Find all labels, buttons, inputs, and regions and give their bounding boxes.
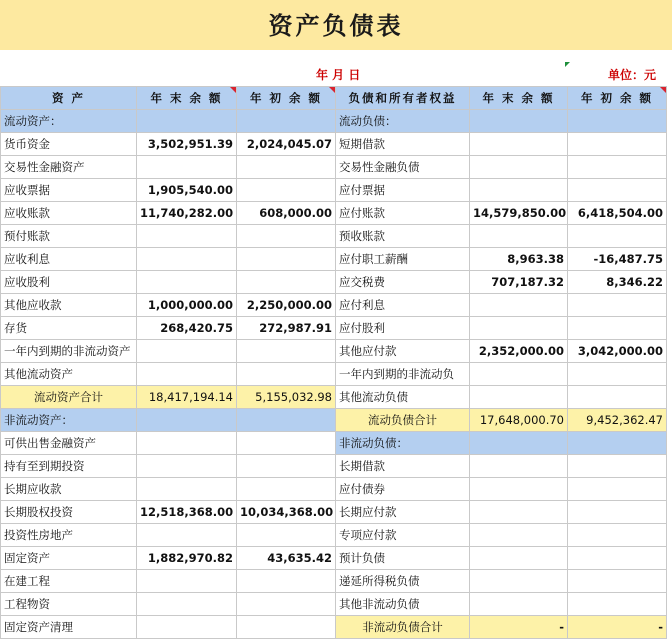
table-row: [1, 317, 667, 340]
table-row: [1, 340, 667, 363]
table-cell[interactable]: 应收账款: [1, 202, 137, 225]
comment-marker-icon: [329, 87, 335, 93]
table-cell[interactable]: [568, 432, 667, 455]
table-row: [1, 294, 667, 317]
table-row: [1, 616, 667, 639]
date-label: 年 月 日: [316, 68, 361, 82]
table-cell[interactable]: [237, 110, 336, 133]
table-cell[interactable]: 预收账款: [336, 225, 470, 248]
table-cell[interactable]: [137, 363, 237, 386]
table-row: [1, 478, 667, 501]
table-row: [1, 248, 667, 271]
table-cell[interactable]: [237, 570, 336, 593]
table-cell[interactable]: 2,250,000.00: [237, 294, 336, 317]
table-cell[interactable]: [237, 156, 336, 179]
table-cell[interactable]: 长期应收款: [1, 478, 137, 501]
table-cell[interactable]: 应收股利: [1, 271, 137, 294]
table-cell[interactable]: 2,352,000.00: [470, 340, 568, 363]
table-cell[interactable]: 3,042,000.00: [568, 340, 667, 363]
table-cell[interactable]: [470, 524, 568, 547]
table-cell[interactable]: [137, 225, 237, 248]
table-cell[interactable]: 在建工程: [1, 570, 137, 593]
table-cell[interactable]: 9,452,362.47: [568, 409, 667, 432]
header-cell[interactable]: 年 初 余 额: [568, 87, 667, 110]
table-row: [1, 432, 667, 455]
table-row: [1, 409, 667, 432]
table-cell[interactable]: -: [470, 616, 568, 639]
table-row: [1, 156, 667, 179]
header-row: [1, 87, 667, 110]
sheet-title-bar: [0, 0, 672, 50]
header-cell[interactable]: 年 末 余 额: [470, 87, 568, 110]
table-cell[interactable]: [137, 616, 237, 639]
table-cell[interactable]: [470, 110, 568, 133]
table-row: [1, 524, 667, 547]
table-cell[interactable]: [568, 294, 667, 317]
table-cell[interactable]: 8,963.38: [470, 248, 568, 271]
table-cell[interactable]: [237, 340, 336, 363]
table-cell[interactable]: 流动负债：: [336, 110, 470, 133]
table-cell[interactable]: 其他流动资产: [1, 363, 137, 386]
table-cell[interactable]: [470, 294, 568, 317]
table-cell[interactable]: [470, 478, 568, 501]
table-cell[interactable]: 货币资金: [1, 133, 137, 156]
header-cell[interactable]: 年 初 余 额: [237, 87, 336, 110]
table-row: [1, 202, 667, 225]
table-cell[interactable]: [470, 225, 568, 248]
table-cell[interactable]: [568, 133, 667, 156]
table-cell[interactable]: 应付债券: [336, 478, 470, 501]
table-cell[interactable]: 可供出售金融资产: [1, 432, 137, 455]
cell-indicator-icon: [565, 62, 570, 67]
table-cell[interactable]: [568, 317, 667, 340]
table-cell[interactable]: [568, 156, 667, 179]
table-cell[interactable]: [137, 340, 237, 363]
table-cell[interactable]: 其他应付款: [336, 340, 470, 363]
table-cell[interactable]: [237, 616, 336, 639]
table-cell[interactable]: 预计负债: [336, 547, 470, 570]
unit-label: 单位：元: [608, 68, 657, 82]
table-cell[interactable]: 268,420.75: [137, 317, 237, 340]
table-cell[interactable]: 应付账款: [336, 202, 470, 225]
table-cell[interactable]: [237, 593, 336, 616]
table-cell[interactable]: -: [568, 616, 667, 639]
header-cell[interactable]: 年 末 余 额: [137, 87, 237, 110]
table-row: [1, 455, 667, 478]
table-cell[interactable]: 1,882,970.82: [137, 547, 237, 570]
header-cell[interactable]: 资 产: [1, 87, 137, 110]
table-cell[interactable]: [568, 501, 667, 524]
table-cell[interactable]: 6,418,504.00: [568, 202, 667, 225]
table-row: [1, 547, 667, 570]
table-cell[interactable]: 18,417,194.14: [137, 386, 237, 409]
table-cell[interactable]: [470, 593, 568, 616]
table-cell[interactable]: 交易性金融资产: [1, 156, 137, 179]
table-cell[interactable]: [470, 156, 568, 179]
sheet-title: 资产负债表: [268, 12, 404, 40]
table-cell[interactable]: 其他流动负债: [336, 386, 470, 409]
table-cell[interactable]: 预付账款: [1, 225, 137, 248]
table-cell[interactable]: 一年内到期的非流动资产: [1, 340, 137, 363]
table-cell[interactable]: [137, 409, 237, 432]
table-cell[interactable]: 长期借款: [336, 455, 470, 478]
table-cell[interactable]: 其他应收款: [1, 294, 137, 317]
table-cell[interactable]: 长期应付款: [336, 501, 470, 524]
table-cell[interactable]: 1,905,540.00: [137, 179, 237, 202]
table-row: [1, 386, 667, 409]
table-cell[interactable]: 非流动资产：: [1, 409, 137, 432]
table-cell[interactable]: 固定资产清理: [1, 616, 137, 639]
table-cell[interactable]: [470, 179, 568, 202]
table-cell[interactable]: [568, 547, 667, 570]
table-cell[interactable]: 流动资产合计: [1, 386, 137, 409]
table-cell[interactable]: 707,187.32: [470, 271, 568, 294]
table-cell[interactable]: 应付利息: [336, 294, 470, 317]
table-row: [1, 133, 667, 156]
table-cell[interactable]: [137, 271, 237, 294]
table-cell[interactable]: [237, 271, 336, 294]
table-cell[interactable]: 递延所得税负债: [336, 570, 470, 593]
table-cell[interactable]: 43,635.42: [237, 547, 336, 570]
comment-marker-icon: [230, 87, 236, 93]
table-cell[interactable]: [568, 110, 667, 133]
table-cell[interactable]: [568, 570, 667, 593]
table-cell[interactable]: [237, 363, 336, 386]
table-cell[interactable]: [137, 455, 237, 478]
table-cell[interactable]: [237, 432, 336, 455]
table-cell[interactable]: 5,155,032.98: [237, 386, 336, 409]
comment-marker-icon: [660, 87, 666, 93]
table-cell[interactable]: 10,034,368.00: [237, 501, 336, 524]
table-cell[interactable]: 3,502,951.39: [137, 133, 237, 156]
table-cell[interactable]: [137, 570, 237, 593]
table-cell[interactable]: 存货: [1, 317, 137, 340]
table-row: [1, 225, 667, 248]
table-cell[interactable]: 8,346.22: [568, 271, 667, 294]
table-cell[interactable]: 交易性金融负债: [336, 156, 470, 179]
table-cell[interactable]: 1,000,000.00: [137, 294, 237, 317]
table-cell[interactable]: 工程物资: [1, 593, 137, 616]
table-cell[interactable]: [568, 478, 667, 501]
table-cell[interactable]: 投资性房地产: [1, 524, 137, 547]
table-cell[interactable]: [568, 225, 667, 248]
table-row: [1, 110, 667, 133]
table-cell[interactable]: [137, 156, 237, 179]
table-cell[interactable]: 流动资产：: [1, 110, 137, 133]
table-cell[interactable]: [470, 133, 568, 156]
table-cell[interactable]: [470, 363, 568, 386]
table-cell[interactable]: 非流动负债：: [336, 432, 470, 455]
table-cell[interactable]: [237, 225, 336, 248]
table-cell[interactable]: [237, 478, 336, 501]
table-cell[interactable]: 应收票据: [1, 179, 137, 202]
table-cell[interactable]: 一年内到期的非流动负: [336, 363, 470, 386]
table-cell[interactable]: 11,740,282.00: [137, 202, 237, 225]
table-cell[interactable]: 17,648,000.70: [470, 409, 568, 432]
table-cell[interactable]: [470, 501, 568, 524]
table-cell[interactable]: [470, 432, 568, 455]
table-row: [1, 593, 667, 616]
table-cell[interactable]: 专项应付款: [336, 524, 470, 547]
table-cell[interactable]: 长期股权投资: [1, 501, 137, 524]
header-cell[interactable]: 负债和所有者权益: [336, 87, 470, 110]
table-cell[interactable]: 持有至到期投资: [1, 455, 137, 478]
table-cell[interactable]: 12,518,368.00: [137, 501, 237, 524]
table-cell[interactable]: [568, 524, 667, 547]
table-row: [1, 501, 667, 524]
table-cell[interactable]: [568, 386, 667, 409]
table-cell[interactable]: [237, 248, 336, 271]
table-cell[interactable]: 应付票据: [336, 179, 470, 202]
table-row: [1, 179, 667, 202]
table-row: [1, 570, 667, 593]
table-cell[interactable]: [470, 570, 568, 593]
balance-sheet-table: [0, 86, 667, 639]
table-cell[interactable]: [470, 317, 568, 340]
table-cell[interactable]: [137, 478, 237, 501]
table-cell[interactable]: [470, 547, 568, 570]
table-cell[interactable]: [237, 455, 336, 478]
table-cell[interactable]: 2,024,045.07: [237, 133, 336, 156]
table-cell[interactable]: 短期借款: [336, 133, 470, 156]
table-cell[interactable]: [137, 432, 237, 455]
table-cell[interactable]: [568, 179, 667, 202]
table-cell[interactable]: [137, 110, 237, 133]
table-cell[interactable]: 非流动负债合计: [336, 616, 470, 639]
table-row: [1, 271, 667, 294]
table-cell[interactable]: 应付股利: [336, 317, 470, 340]
table-cell[interactable]: 应付职工薪酬: [336, 248, 470, 271]
table-cell[interactable]: [568, 363, 667, 386]
table-cell[interactable]: [568, 593, 667, 616]
table-cell[interactable]: [137, 593, 237, 616]
table-cell[interactable]: -16,487.75: [568, 248, 667, 271]
table-cell[interactable]: 272,987.91: [237, 317, 336, 340]
table-cell[interactable]: [137, 248, 237, 271]
table-cell[interactable]: 固定资产: [1, 547, 137, 570]
table-cell[interactable]: [237, 524, 336, 547]
table-cell[interactable]: 608,000.00: [237, 202, 336, 225]
table-cell[interactable]: [137, 524, 237, 547]
title-gap: [0, 50, 672, 62]
table-cell[interactable]: 14,579,850.00: [470, 202, 568, 225]
table-cell[interactable]: [470, 455, 568, 478]
table-cell[interactable]: [237, 179, 336, 202]
table-cell[interactable]: [568, 455, 667, 478]
table-cell[interactable]: [237, 409, 336, 432]
table-cell[interactable]: 流动负债合计: [336, 409, 470, 432]
table-cell[interactable]: [470, 386, 568, 409]
table-cell[interactable]: 其他非流动负债: [336, 593, 470, 616]
table-cell[interactable]: 应交税费: [336, 271, 470, 294]
table-cell[interactable]: 应收利息: [1, 248, 137, 271]
table-row: [1, 363, 667, 386]
